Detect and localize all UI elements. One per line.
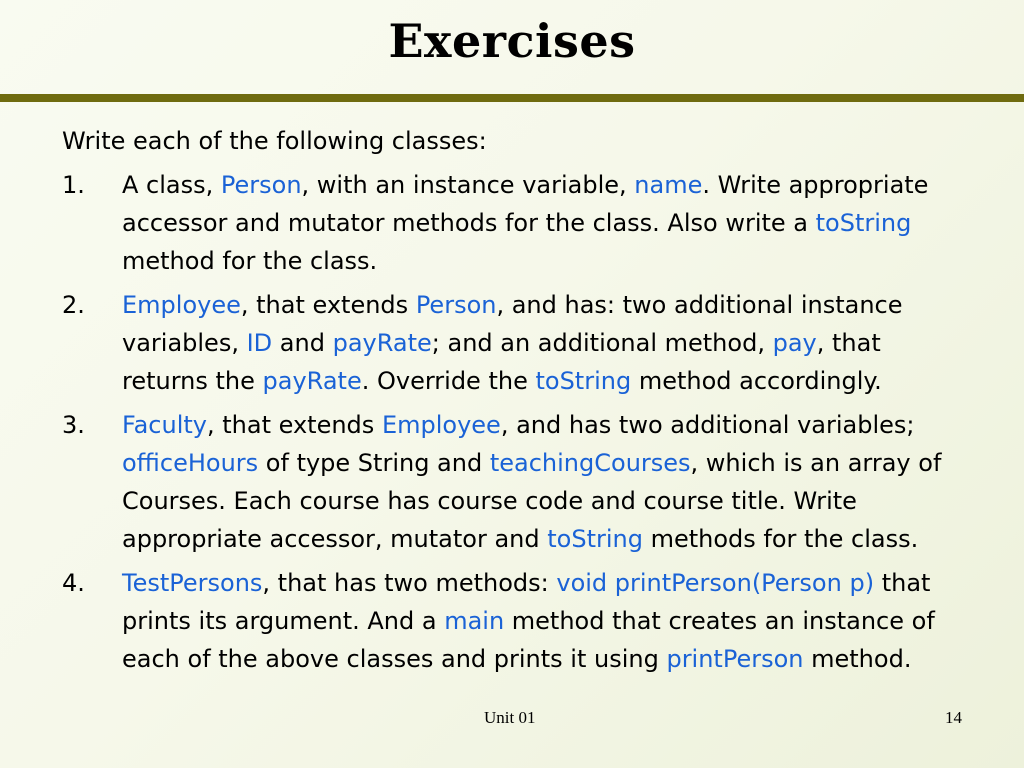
code-term: Person bbox=[220, 171, 302, 199]
text-segment: . Write appropriate accessor and mutator methods for the class. Also write a bbox=[122, 171, 929, 237]
exercise-item bbox=[62, 166, 962, 280]
exercise-list bbox=[62, 166, 962, 678]
code-term: TestPersons bbox=[122, 569, 263, 597]
code-term: Employee bbox=[122, 291, 241, 319]
exercise-text bbox=[122, 291, 903, 395]
exercise-number: 3. bbox=[62, 411, 85, 439]
code-term: ID bbox=[246, 329, 273, 357]
code-term: payRate bbox=[262, 367, 362, 395]
text-segment: ; and an additional method, bbox=[431, 329, 773, 357]
text-segment: of type String and bbox=[258, 449, 490, 477]
code-term: Employee bbox=[381, 411, 501, 439]
text-segment: and bbox=[272, 329, 333, 357]
code-term: main bbox=[444, 607, 505, 635]
footer-page-number: 14 bbox=[945, 708, 962, 727]
code-term: toString bbox=[815, 209, 912, 237]
intro-text: Write each of the following classes: bbox=[62, 127, 487, 155]
code-term: name bbox=[634, 171, 703, 199]
text-segment: , and has: two additional instance variables, bbox=[122, 291, 903, 357]
text-segment: methods for the class. bbox=[642, 525, 919, 553]
text-segment: , and has two additional variables; bbox=[500, 411, 915, 439]
code-term: officeHours bbox=[122, 449, 259, 477]
exercise-number: 4. bbox=[62, 569, 85, 597]
code-term: toString bbox=[535, 367, 632, 395]
code-term: printPerson bbox=[666, 645, 804, 673]
code-term: Faculty bbox=[122, 411, 207, 439]
exercise-number: 2. bbox=[62, 291, 85, 319]
code-term: toString bbox=[547, 525, 643, 553]
text-segment: that prints its argument. And a bbox=[122, 569, 931, 635]
exercise-text bbox=[122, 411, 941, 553]
text-segment: , that extends bbox=[207, 411, 382, 439]
code-term: teachingCourses bbox=[489, 449, 691, 477]
exercise-text bbox=[122, 171, 928, 275]
footer-unit: Unit 01 bbox=[484, 708, 536, 727]
text-segment: method for the class. bbox=[122, 247, 378, 275]
exercise-item bbox=[62, 564, 962, 678]
text-segment: method that creates an instance of each of the above classes and prints it using bbox=[122, 607, 935, 673]
exercise-item bbox=[62, 406, 962, 558]
text-segment: A class, bbox=[122, 171, 221, 199]
text-segment: method. bbox=[803, 645, 912, 673]
text-segment: , that returns the bbox=[122, 329, 881, 395]
title-divider bbox=[0, 94, 1024, 102]
text-segment: method accordingly. bbox=[631, 367, 882, 395]
code-term: payRate bbox=[332, 329, 432, 357]
text-segment: , which is an array of Courses. Each course has course code and course title. Write appropriate accessor, mutator and bbox=[122, 449, 942, 553]
text-segment: . Override the bbox=[361, 367, 536, 395]
code-term: pay bbox=[772, 329, 817, 357]
code-term: Person bbox=[415, 291, 497, 319]
text-segment: , that has two methods: bbox=[262, 569, 557, 597]
slide-title: Exercises bbox=[388, 14, 636, 68]
exercise-text bbox=[122, 569, 935, 673]
code-term: void printPerson(Person p) bbox=[556, 569, 875, 597]
text-segment: , that extends bbox=[240, 291, 416, 319]
text-segment: , with an instance variable, bbox=[301, 171, 635, 199]
exercise-number: 1. bbox=[62, 171, 85, 199]
exercise-item bbox=[62, 286, 962, 400]
slide-body bbox=[62, 122, 962, 684]
